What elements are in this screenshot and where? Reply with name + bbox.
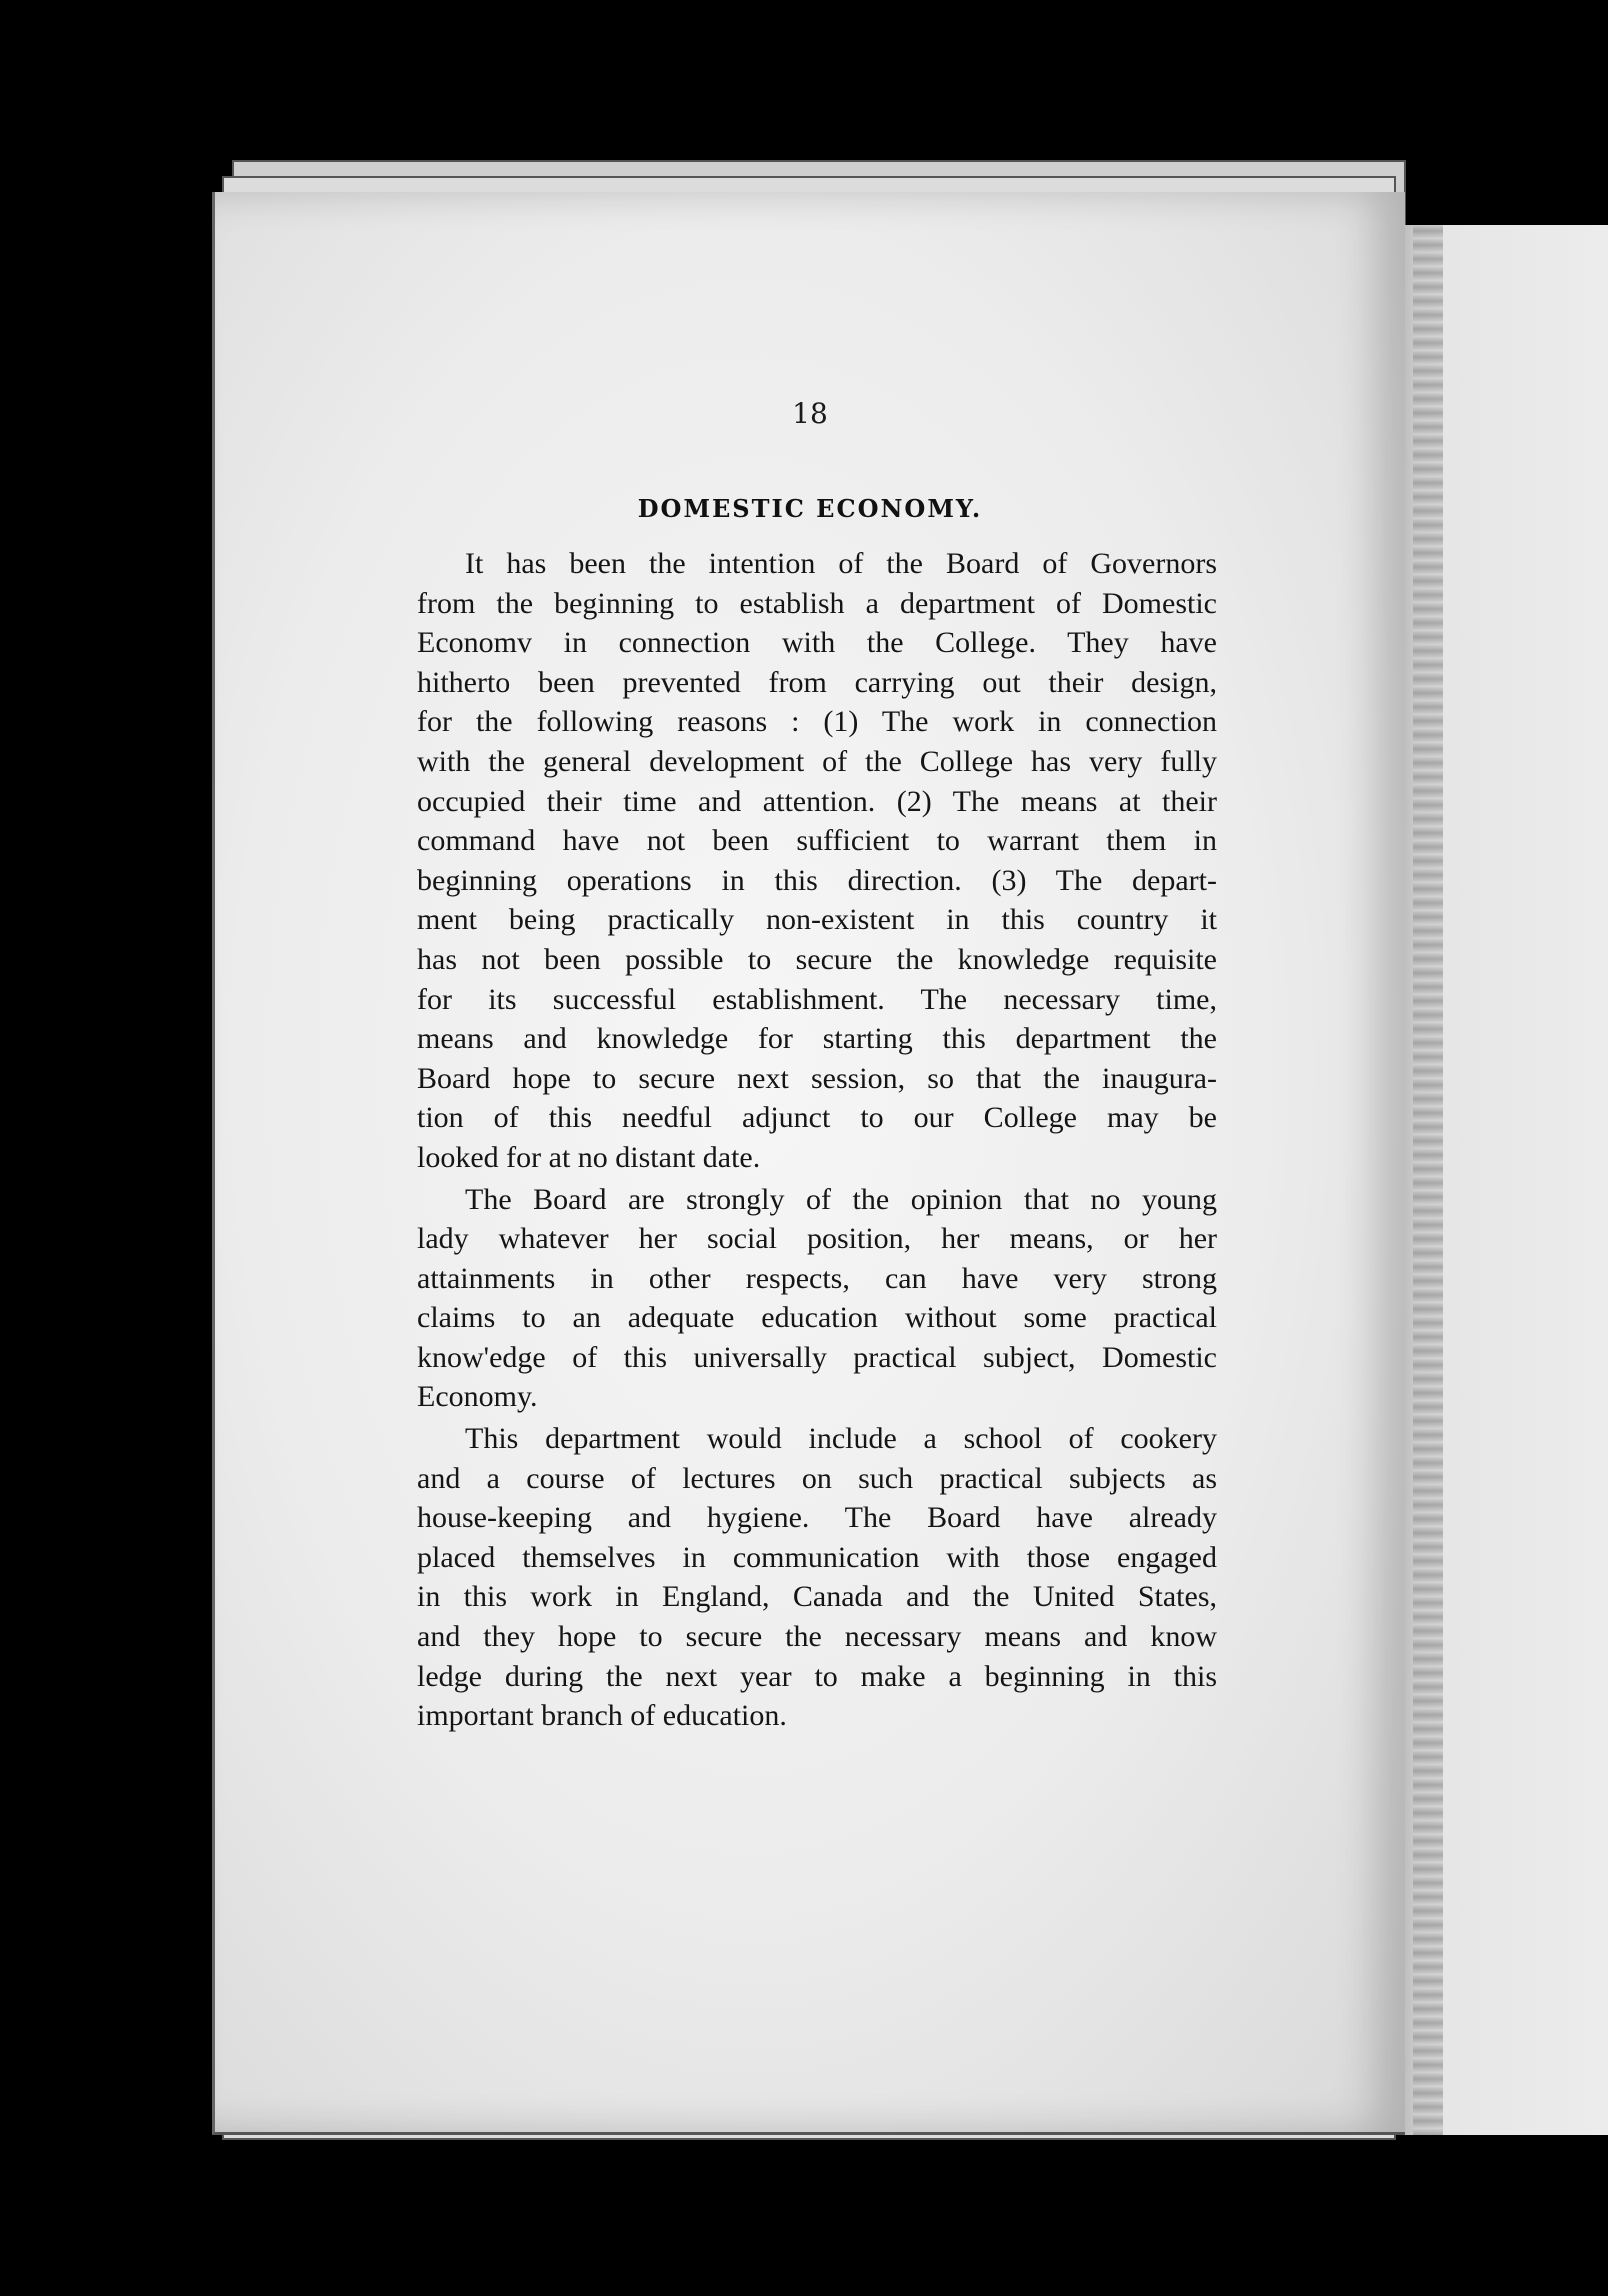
text-line: Economy. <box>417 1380 538 1414</box>
text-line: hitherto been prevented from carrying out their design, <box>417 665 1217 699</box>
page-number: 18 <box>792 397 828 430</box>
text-line: looked for at no distant date. <box>417 1140 761 1174</box>
text-line: means and knowledge for starting this department the <box>417 1022 1217 1056</box>
adjacent-page <box>1400 225 1608 2135</box>
text-line: know'edge of this universally practical subject, Domestic <box>417 1340 1217 1374</box>
text-line: occupied their time and attention. (2) The means at their <box>417 784 1217 818</box>
text-line: for its successful establishment. The necessary time, <box>417 982 1217 1016</box>
text-line: has not been possible to secure the knowledge requisite <box>417 942 1217 976</box>
text-line: for the following reasons : (1) The work in connection <box>417 705 1217 739</box>
body-text <box>417 544 1217 1738</box>
page-binding <box>1413 225 1443 2135</box>
text-line: from the beginning to establish a department of Domestic <box>417 586 1217 620</box>
text-line: important branch of education. <box>417 1699 787 1733</box>
text-line: placed themselves in communication with those engaged <box>417 1540 1217 1574</box>
text-line: in this work in England, Canada and the United States, <box>417 1580 1217 1614</box>
paragraph-3 <box>417 1419 1217 1736</box>
paragraph-2 <box>417 1180 1217 1418</box>
text-line: The Board are strongly of the opinion that no young <box>465 1182 1217 1216</box>
text-line: Board hope to secure next session, so that the inaugura- <box>417 1061 1217 1095</box>
text-line: ledge during the next year to make a beginning in this <box>417 1659 1217 1693</box>
paragraph-1 <box>417 544 1217 1178</box>
text-line: beginning operations in this direction. (3) The depart- <box>417 863 1217 897</box>
text-line: ment being practically non-existent in this country it <box>417 903 1217 937</box>
text-line: and a course of lectures on such practical subjects as <box>417 1461 1217 1495</box>
text-line: house-keeping and hygiene. The Board have already <box>417 1501 1217 1535</box>
text-line: This department would include a school of cookery <box>465 1422 1217 1456</box>
text-line: tion of this needful adjunct to our College may be <box>417 1101 1217 1135</box>
text-line: attainments in other respects, can have very strong <box>417 1261 1217 1295</box>
text-line: claims to an adequate education without some practical <box>417 1301 1217 1335</box>
document-page <box>212 192 1405 2135</box>
text-line: It has been the intention of the Board of Governors <box>465 547 1217 580</box>
text-line: Economv in connection with the College. They have <box>417 626 1217 660</box>
text-line: and they hope to secure the necessary means and know <box>417 1620 1217 1654</box>
text-line: lady whatever her social position, her means, or her <box>417 1222 1217 1256</box>
text-line: with the general development of the College has very fully <box>417 744 1217 778</box>
text-line: command have not been sufficient to warrant them in <box>417 824 1217 858</box>
section-heading: DOMESTIC ECONOMY. <box>637 494 983 523</box>
